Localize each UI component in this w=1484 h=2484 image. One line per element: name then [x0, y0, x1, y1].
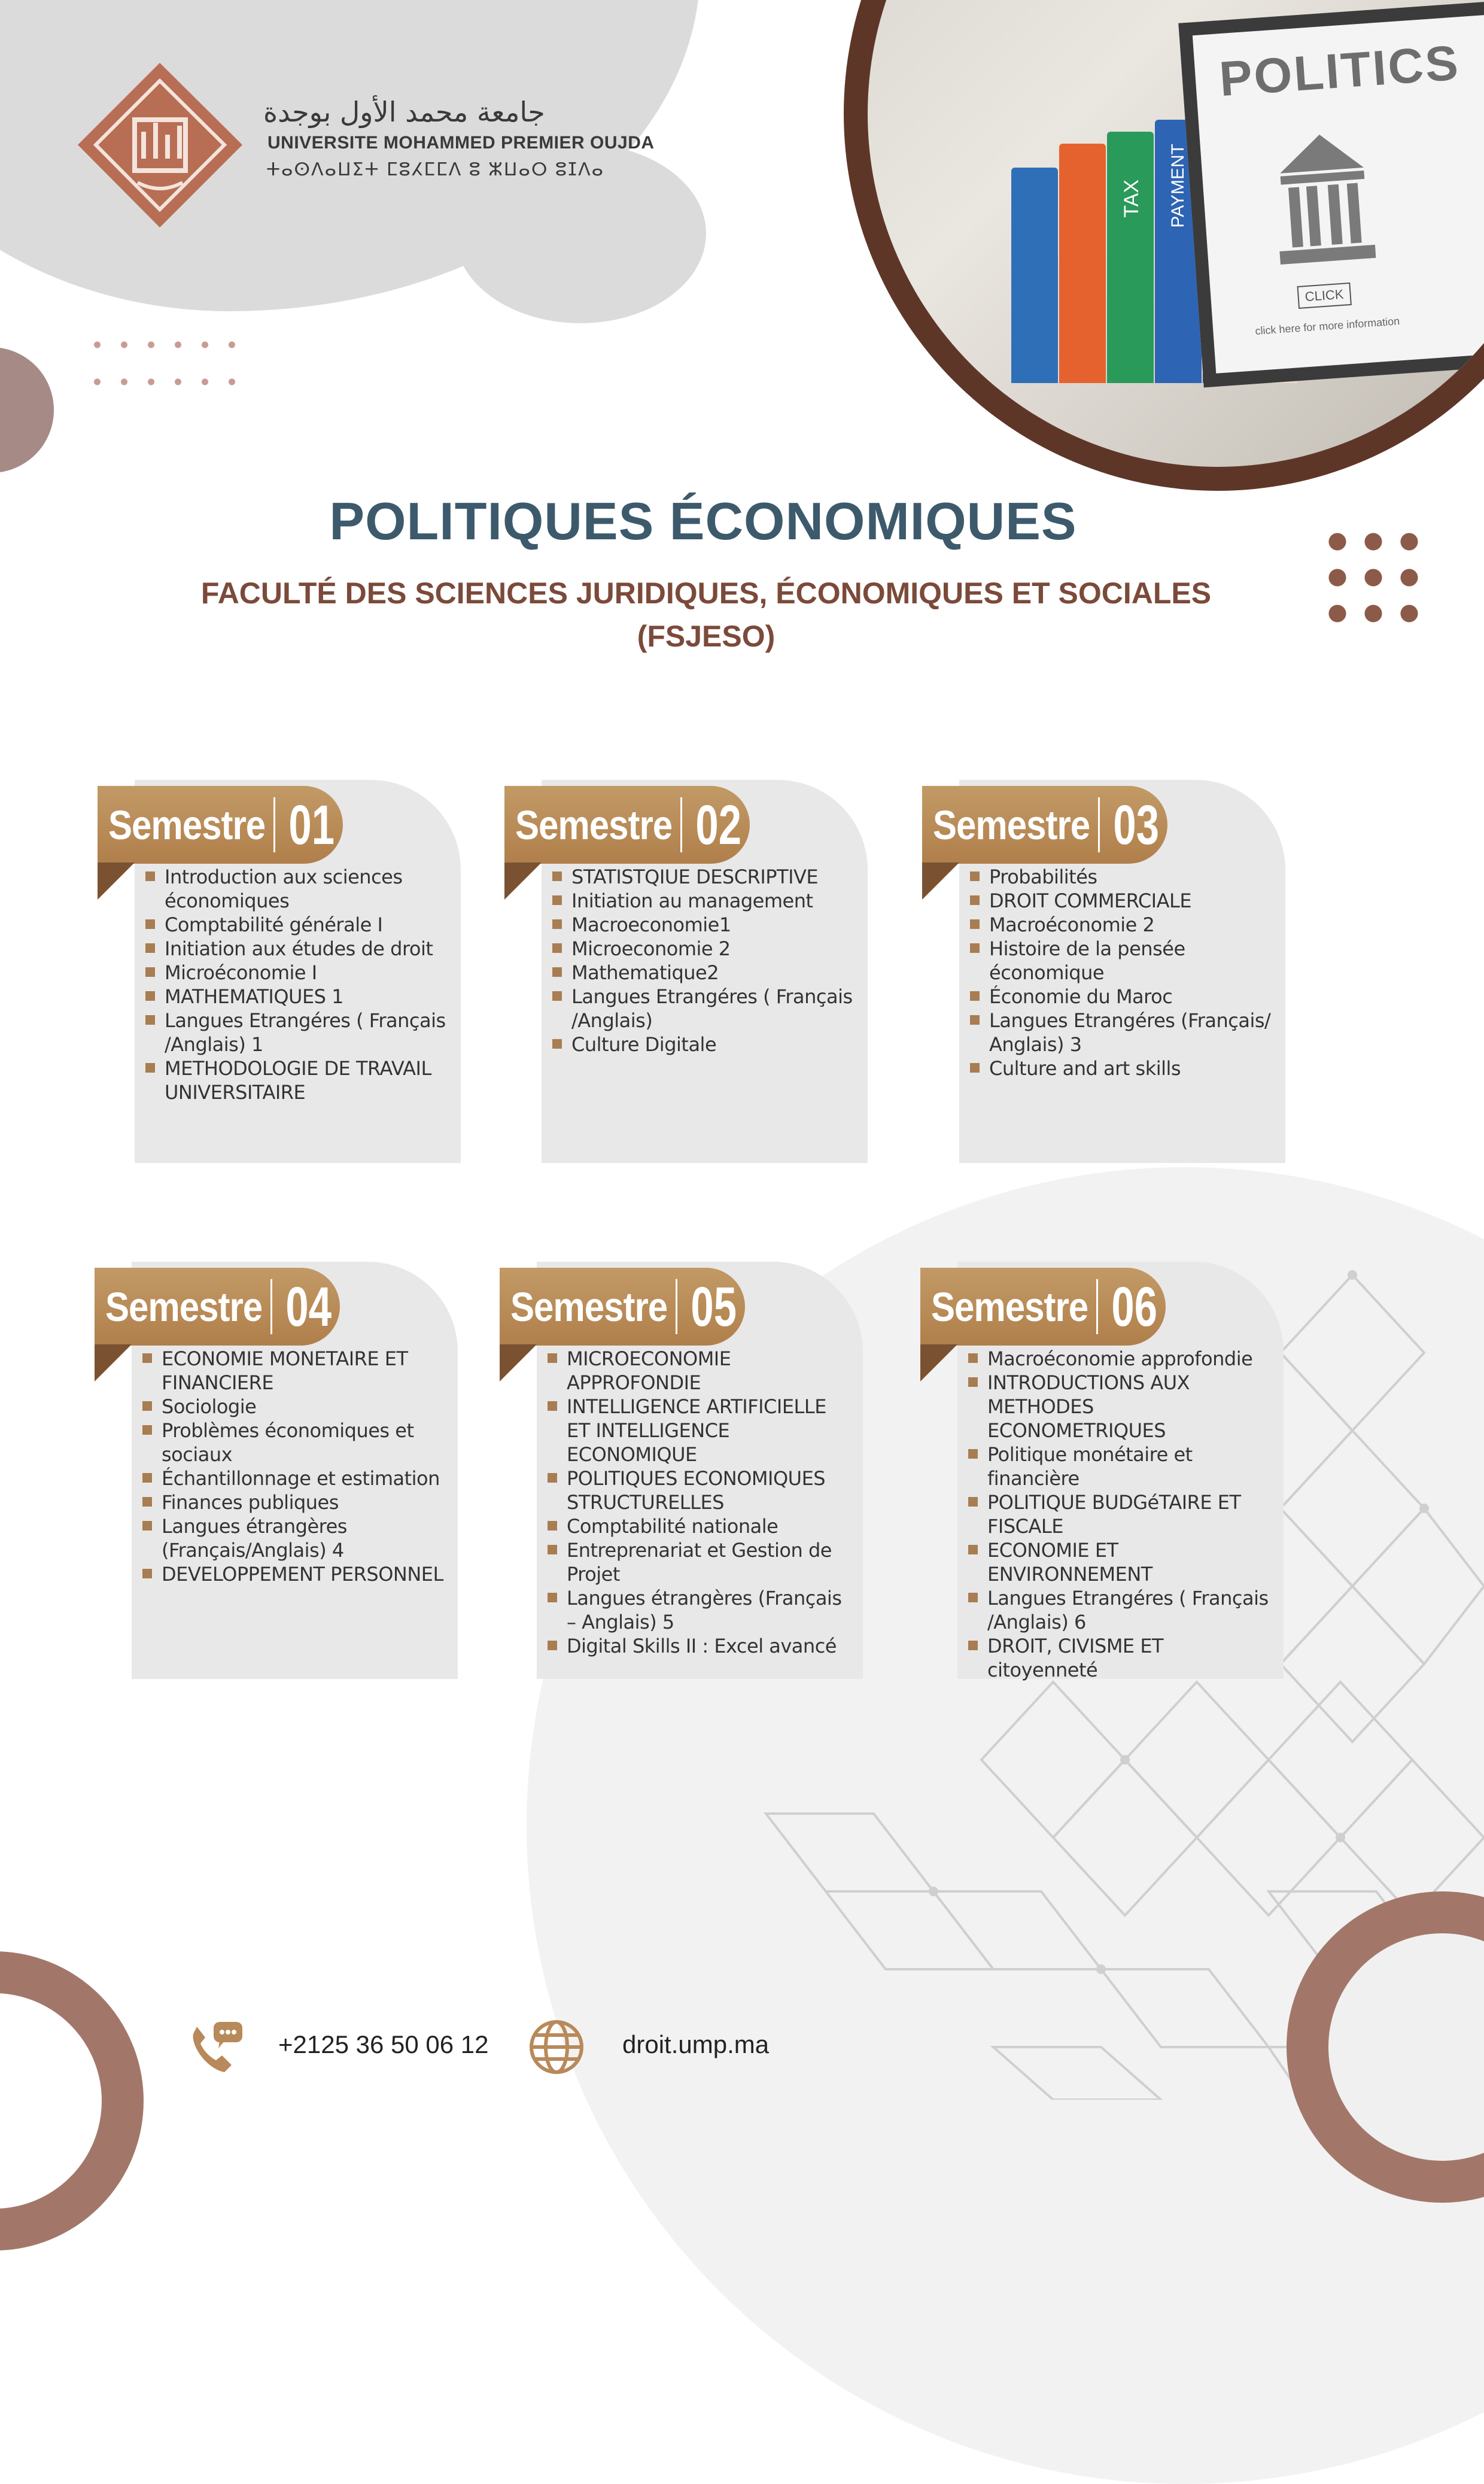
- semester-number: 03: [1113, 793, 1160, 856]
- university-logo-icon: [78, 63, 242, 227]
- course-item: Mathematique2: [549, 961, 860, 985]
- semester-card-2: [515, 780, 868, 1163]
- university-name-french: UNIVERSITE MOHAMMED PREMIER OUJDA: [267, 133, 655, 153]
- header-photo: [844, 0, 1484, 491]
- course-item: ECONOMIE ET ENVIRONNEMENT: [965, 1538, 1276, 1586]
- semester-label: Semestre: [931, 1283, 1088, 1330]
- course-item: POLITIQUE BUDGéTAIRE ET FISCALE: [965, 1490, 1276, 1538]
- binder-label-payment: PAYMENT: [1168, 144, 1188, 228]
- faculty-acronym: (FSJESO): [637, 620, 776, 653]
- course-item: Microeconomie 2: [549, 937, 860, 961]
- semester-badge: [920, 1268, 1166, 1346]
- course-item: Langues Etrangéres ( Français /Anglais) 1: [142, 1009, 453, 1056]
- course-list: [549, 865, 860, 1056]
- course-item: Culture and art skills: [966, 1056, 1278, 1080]
- course-item: Initiation au management: [549, 889, 860, 913]
- university-name-arabic: جامعة محمد الأول بوجدة: [263, 96, 545, 128]
- semester-number: 04: [285, 1275, 332, 1338]
- course-item: Probabilités: [966, 865, 1278, 889]
- course-list: [544, 1347, 855, 1658]
- page-subtitle: [0, 572, 1412, 658]
- monitor-info-text: click here for more information: [1254, 315, 1400, 338]
- course-item: Sociologie: [139, 1395, 450, 1419]
- course-item: Langues étrangères (Français – Anglais) 5: [544, 1586, 855, 1634]
- course-item: Langues étrangères (Français/Anglais) 4: [139, 1514, 450, 1562]
- course-item: Introduction aux sciences économiques: [142, 865, 453, 913]
- page-title: POLITIQUES ÉCONOMIQUES: [329, 491, 1077, 551]
- course-item: INTELLIGENCE ARTIFICIELLE ET INTELLIGENCE ECONOMIQUE: [544, 1395, 855, 1466]
- course-item: Macroéconomie approfondie: [965, 1347, 1276, 1371]
- semester-number: 06: [1111, 1275, 1158, 1338]
- course-item: Entreprenariat et Gestion de Projet: [544, 1538, 855, 1586]
- binder-label-tax: TAX: [1120, 180, 1143, 218]
- course-item: Langues Etrangéres ( Français /Anglais) 6: [965, 1586, 1276, 1634]
- semester-card-3: [933, 780, 1285, 1163]
- monitor-click-button: CLICK: [1297, 283, 1351, 309]
- semester-badge: [95, 1268, 340, 1346]
- semester-card-1: [108, 780, 461, 1163]
- course-item: STATISTQIUE DESCRIPTIVE: [549, 865, 860, 889]
- semester-card-6: [931, 1262, 1284, 1681]
- course-item: Langues Etrangéres (Français/ Anglais) 3: [966, 1009, 1278, 1056]
- faculty-name: FACULTÉ DES SCIENCES JURIDIQUES, ÉCONOMIQUES ET SOCIALES: [200, 576, 1212, 610]
- semester-badge: [500, 1268, 745, 1346]
- semester-badge: [504, 786, 750, 864]
- course-item: METHODOLOGIE DE TRAVAIL UNIVERSITAIRE: [142, 1056, 453, 1104]
- semester-label: Semestre: [933, 801, 1090, 848]
- side-circle-accent: [0, 347, 54, 473]
- course-item: Politique monétaire et financière: [965, 1443, 1276, 1490]
- semester-label: Semestre: [510, 1283, 668, 1330]
- course-item: Problèmes économiques et sociaux: [139, 1419, 450, 1466]
- course-item: INTRODUCTIONS AUX METHODES ECONOMETRIQUES: [965, 1371, 1276, 1443]
- course-item: Langues Etrangéres ( Français /Anglais): [549, 985, 860, 1033]
- website-link[interactable]: droit.ump.ma: [622, 2030, 770, 2058]
- course-item: Digital Skills II : Excel avancé: [544, 1634, 855, 1658]
- course-item: Échantillonnage et estimation: [139, 1466, 450, 1490]
- course-item: Comptabilité générale I: [142, 913, 453, 937]
- semester-number: 05: [691, 1275, 737, 1338]
- course-item: Comptabilité nationale: [544, 1514, 855, 1538]
- semester-number: 01: [288, 793, 335, 856]
- semester-badge: [922, 786, 1167, 864]
- course-list: [965, 1347, 1276, 1682]
- course-list: [142, 865, 453, 1104]
- ring-bottom-left: [0, 1951, 144, 2251]
- course-list: [966, 865, 1278, 1080]
- course-item: Macroeconomie1: [549, 913, 860, 937]
- course-item: Culture Digitale: [549, 1033, 860, 1056]
- dot-pattern-left: [84, 326, 245, 413]
- semester-badge: [98, 786, 343, 864]
- monitor-screen: [1178, 2, 1484, 388]
- semester-card-4: [105, 1262, 458, 1679]
- semester-label: Semestre: [105, 1283, 263, 1330]
- course-item: Initiation aux études de droit: [142, 937, 453, 961]
- course-item: Microéconomie I: [142, 961, 453, 985]
- semester-number: 02: [695, 793, 742, 856]
- course-item: Finances publiques: [139, 1490, 450, 1514]
- globe-icon: [527, 2017, 586, 2077]
- course-item: ECONOMIE MONETAIRE ET FINANCIERE: [139, 1347, 450, 1395]
- course-item: Macroéconomie 2: [966, 913, 1278, 937]
- semester-label: Semestre: [108, 801, 266, 848]
- university-name-tifinagh: ⵜⴰⵙⴷⴰⵡⵉⵜ ⵎⵓⵃⵎⵎⴷ ⵓ ⵣⵡⴰⵔ ⵓⵊⴷⴰ: [266, 159, 605, 180]
- course-list: [139, 1347, 450, 1586]
- course-item: DROIT, CIVISME ET citoyenneté: [965, 1634, 1276, 1682]
- course-item: DROIT COMMERCIALE: [966, 889, 1278, 913]
- semester-label: Semestre: [515, 801, 673, 848]
- phone-icon: [183, 2017, 245, 2080]
- course-item: POLITIQUES ECONOMIQUES STRUCTURELLES: [544, 1466, 855, 1514]
- course-item: Économie du Maroc: [966, 985, 1278, 1009]
- course-item: MICROECONOMIE APPROFONDIE: [544, 1347, 855, 1395]
- semester-card-5: [510, 1262, 863, 1679]
- course-item: MATHEMATIQUES 1: [142, 985, 453, 1009]
- course-item: DEVELOPPEMENT PERSONNEL: [139, 1562, 450, 1586]
- phone-number[interactable]: +2125 36 50 06 12: [278, 2030, 489, 2058]
- monitor-title: POLITICS: [1217, 35, 1462, 107]
- courthouse-icon: [1271, 125, 1376, 269]
- course-item: Histoire de la pensée économique: [966, 937, 1278, 985]
